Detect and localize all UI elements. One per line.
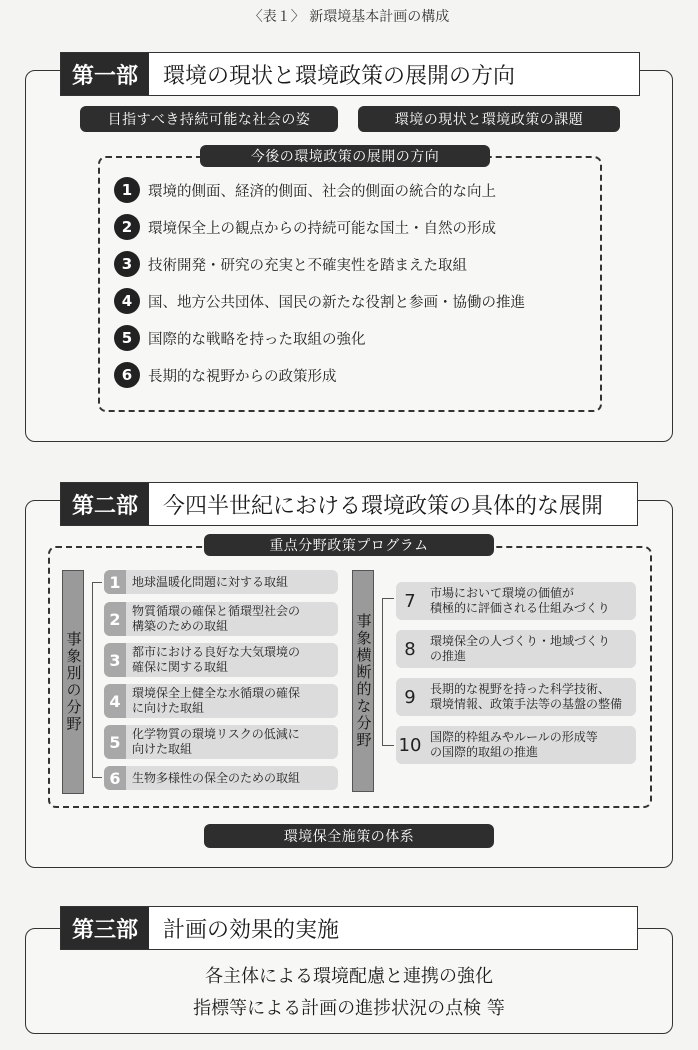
program-text [424, 634, 610, 664]
program-item [104, 570, 338, 594]
program-text [126, 727, 300, 757]
program-number: 10 [398, 734, 422, 756]
part1-label: 第一部 [61, 53, 149, 95]
program-line2: 環境情報、政策手法等の基盤の整備 [430, 697, 623, 711]
program-line2: の国際的取組の推進 [430, 745, 539, 759]
program-text [424, 682, 622, 712]
vertical-text: 事象横断的な分野 [354, 613, 373, 749]
program-line2: 構築のための取組 [132, 619, 229, 633]
part2-left-vertical-label [62, 570, 84, 794]
part3-line2: 指標等による計画の進捗状況の点検 等 [193, 998, 505, 1019]
part2-label: 第二部 [61, 483, 149, 525]
program-line1: 生物多様性の保全のための取組 [132, 770, 301, 785]
part3-line1: 各主体による環境配慮と連携の強化 [205, 966, 493, 987]
list-item [114, 359, 594, 391]
program-line1: 長期的な視野を持った科学技術、 [430, 682, 611, 696]
list-item [114, 211, 594, 243]
program-line1: 化学物質の環境リスクの低減に [132, 727, 300, 741]
program-item [104, 725, 338, 759]
program-line1: 物質循環の確保と循環型社会の [132, 604, 301, 618]
program-number: 5 [104, 725, 126, 759]
part2-system-title: 環境保全施策の体系 [204, 824, 494, 848]
program-number: 7 [404, 590, 416, 612]
program-number: 8 [404, 638, 416, 660]
program-line1: 市場において環境の価値が [430, 586, 575, 600]
list-item-text: 環境保全上の観点からの持続可能な国土・自然の形成 [148, 220, 496, 237]
program-line2: 向けた取組 [132, 742, 193, 756]
program-line1: 都市における良好な大気環境の [132, 645, 301, 659]
program-item [396, 678, 636, 716]
part3-title: 計画の効果的実施 [163, 917, 340, 943]
part2-program-title: 重点分野政策プログラム [204, 534, 494, 556]
program-line1: 国際的枠組みやルールの形成等 [430, 730, 598, 744]
part2-right-vertical-label [352, 570, 374, 792]
program-number: 4 [104, 684, 126, 718]
program-item [104, 602, 338, 636]
program-text [126, 604, 300, 634]
figure-caption: 〈表１〉 新環境基本計画の構成 [248, 9, 450, 25]
list-item [114, 322, 594, 354]
program-line1: 地球温暖化問題に対する取組 [132, 574, 289, 589]
number-badge: 6 [114, 362, 140, 388]
program-number: 2 [104, 602, 126, 636]
program-text [126, 686, 300, 716]
program-line1: 環境保全上健全な水循環の確保 [132, 686, 301, 700]
program-text [126, 645, 300, 675]
list-item-text: 国、地方公共団体、国民の新たな役割と参画・協働の推進 [148, 294, 525, 311]
program-line2: 積極的に評価される仕組みづくり [430, 601, 610, 615]
program-line2: 確保に関する取組 [132, 660, 229, 674]
part3-label: 第三部 [61, 907, 149, 949]
number-badge: 1 [114, 177, 140, 203]
program-line2: に向けた取組 [132, 701, 205, 715]
program-text [424, 586, 610, 616]
part3-body [25, 962, 673, 1020]
program-number: 3 [104, 643, 126, 677]
program-item [104, 766, 338, 790]
program-text [424, 730, 598, 760]
program-number: 6 [104, 766, 126, 790]
program-item [396, 630, 636, 668]
program-item [396, 582, 636, 620]
part2-title: 今四半世紀における環境政策の具体的な展開 [163, 493, 604, 519]
program-number: 1 [104, 570, 126, 594]
part1-title: 環境の現状と環境政策の展開の方向 [163, 63, 516, 89]
list-item-text: 国際的な戦略を持った取組の強化 [148, 331, 366, 348]
right-bracket-line [382, 598, 394, 746]
program-text [126, 575, 288, 590]
part1-direction-list [114, 174, 594, 391]
list-item [114, 174, 594, 206]
list-item [114, 248, 594, 280]
list-item-text: 環境的側面、経済的側面、社会的側面の統合的な向上 [148, 183, 496, 200]
number-badge: 3 [114, 251, 140, 277]
part1-pill-current-issues: 環境の現状と環境政策の課題 [358, 106, 620, 132]
program-text [126, 771, 300, 786]
number-badge: 5 [114, 325, 140, 351]
number-badge: 4 [114, 288, 140, 314]
left-bracket-line [92, 582, 102, 778]
part1-direction-title: 今後の環境政策の展開の方向 [200, 145, 490, 167]
vertical-text: 事象別の分野 [64, 631, 83, 733]
part1-pill-sustainable-society: 目指すべき持続可能な社会の姿 [80, 106, 338, 132]
part2-header [60, 482, 638, 526]
list-item-text: 技術開発・研究の充実と不確実性を踏まえた取組 [148, 257, 467, 274]
part1-header [60, 52, 640, 96]
program-line2: の推進 [430, 649, 467, 663]
part3-header [60, 906, 638, 950]
list-item-text: 長期的な視野からの政策形成 [148, 368, 337, 385]
program-line1: 環境保全の人づくり・地域づくり [430, 634, 611, 648]
list-item [114, 285, 594, 317]
program-item [396, 726, 636, 764]
program-item [104, 643, 338, 677]
program-item [104, 684, 338, 718]
program-number: 9 [404, 686, 416, 708]
number-badge: 2 [114, 214, 140, 240]
